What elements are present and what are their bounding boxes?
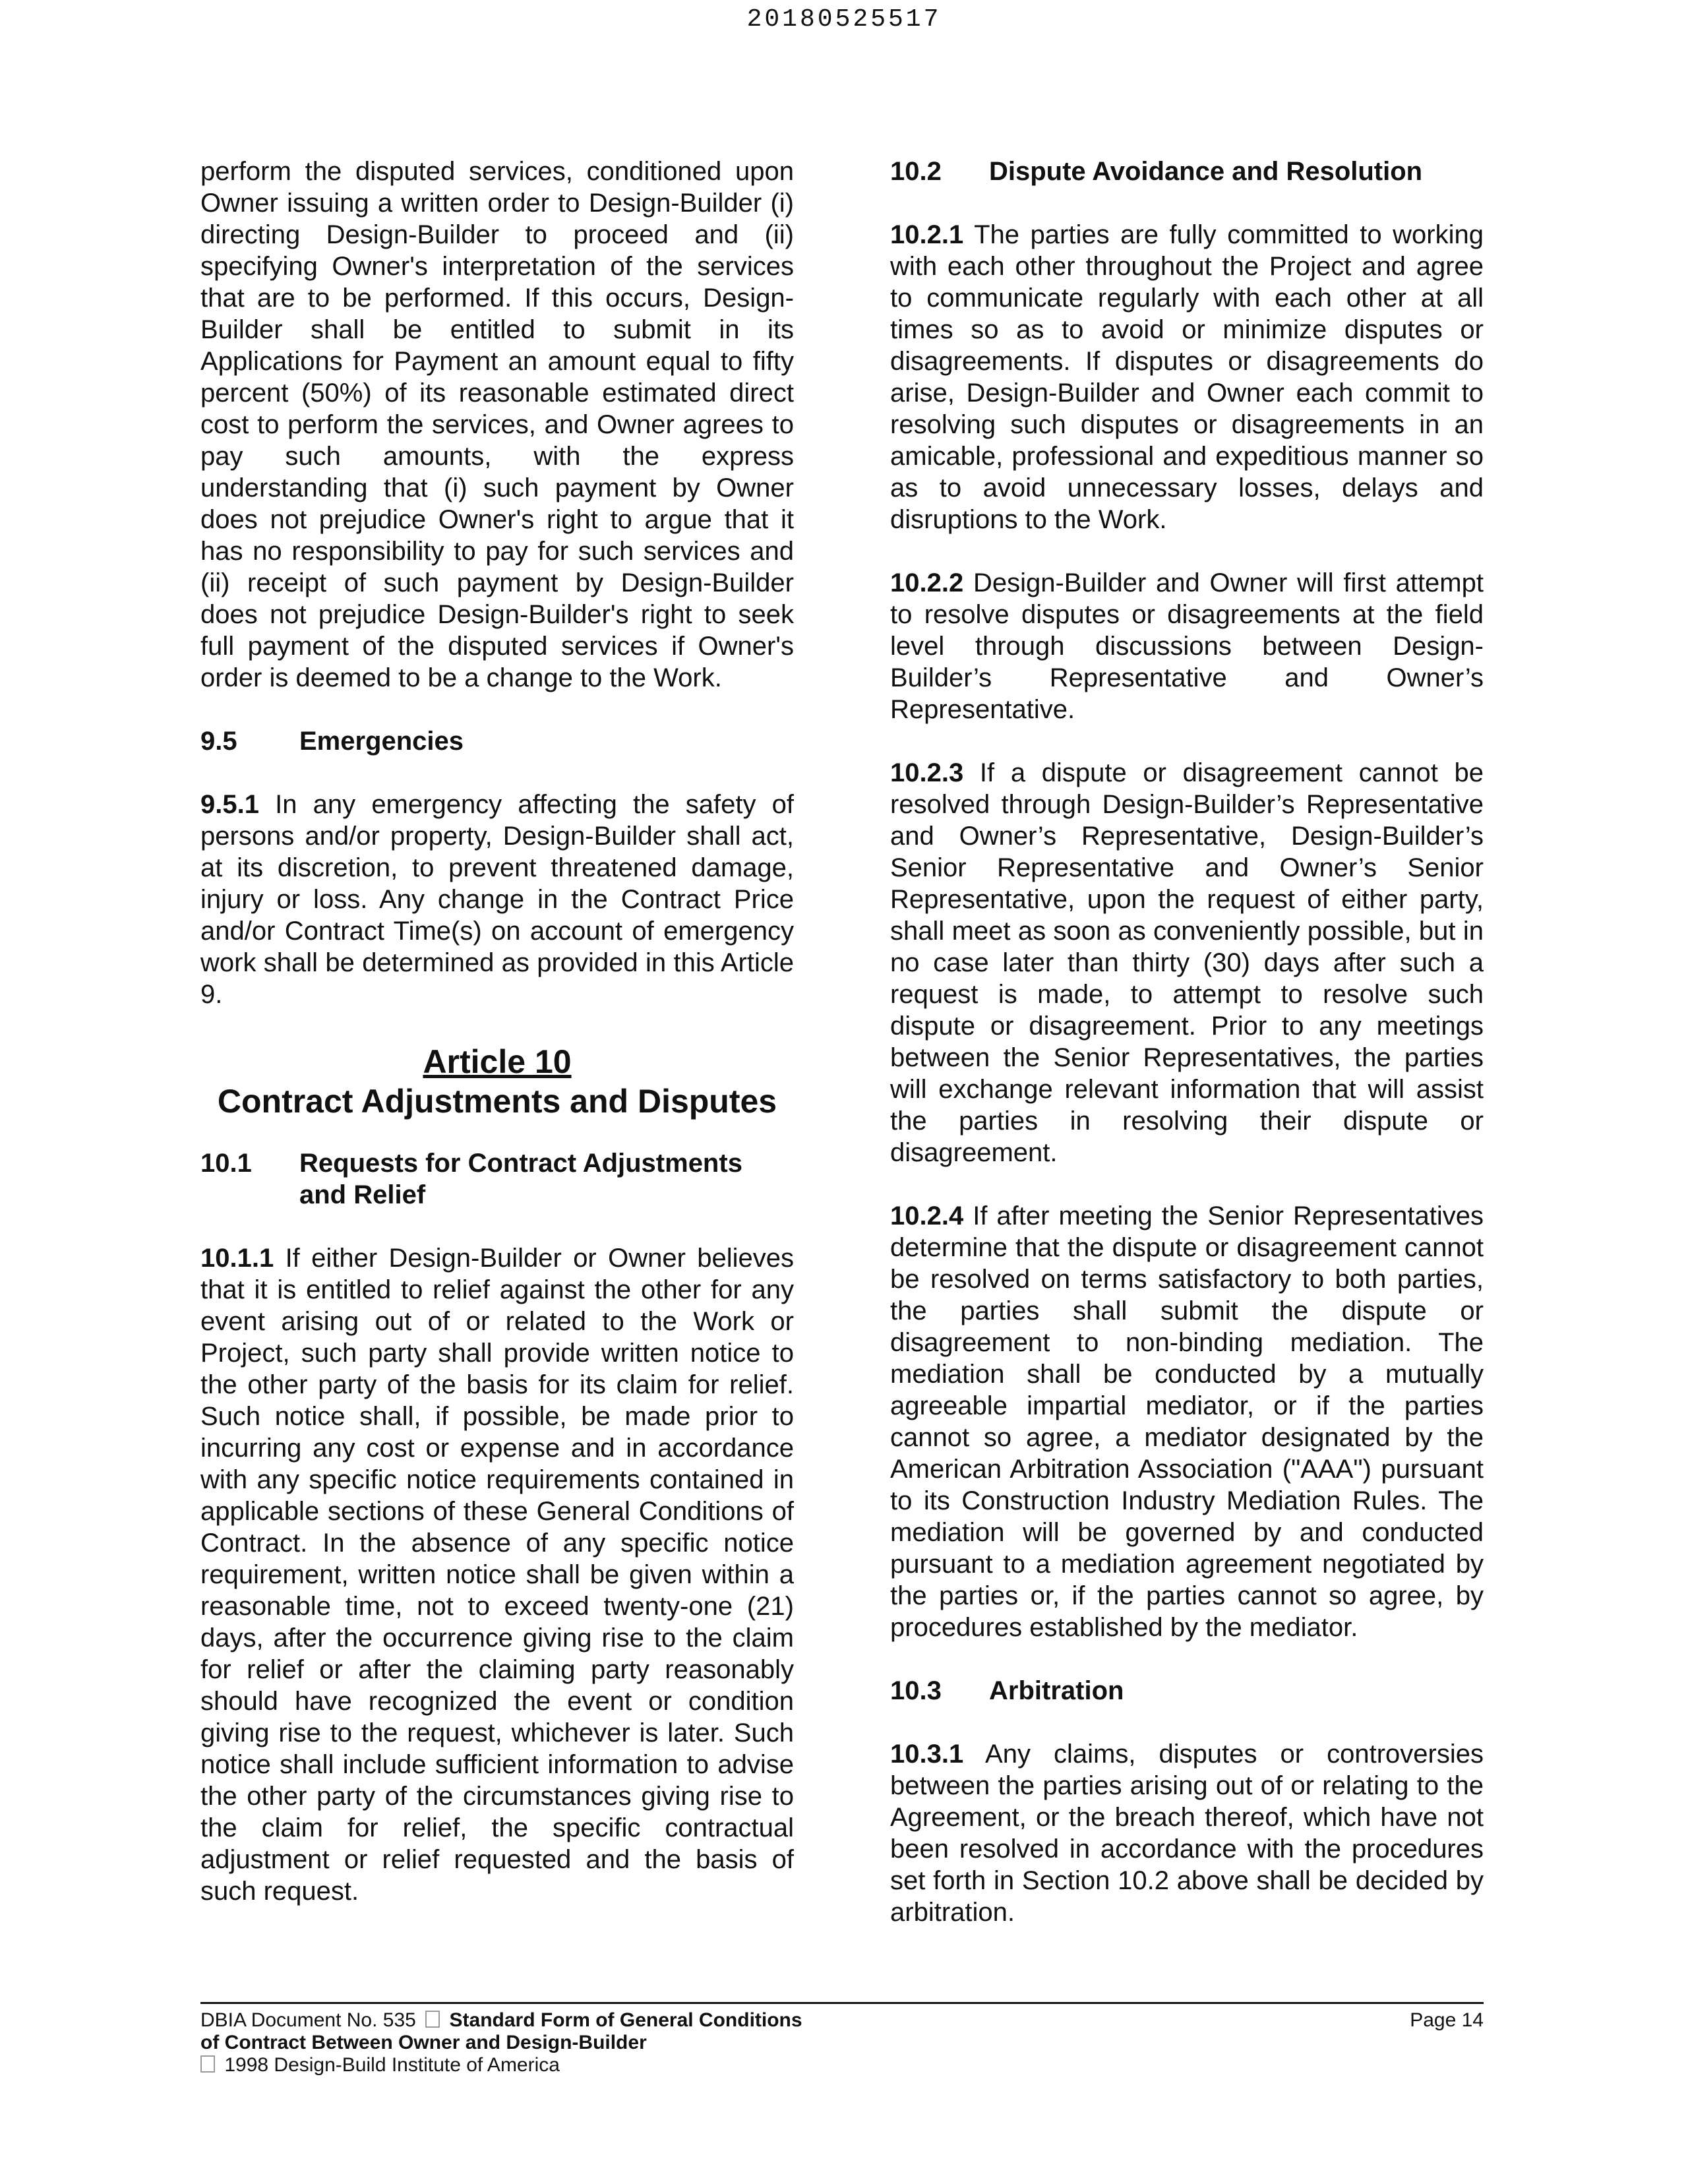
left-column: [200, 156, 794, 1939]
paragraph-number: 10.1.1: [200, 1244, 274, 1273]
footer-title-line-1: Standard Form of General Conditions: [449, 2009, 802, 2031]
section-title: Requests for Contract Adjustments and Relief: [299, 1149, 742, 1209]
paragraph-continued: perform the disputed services, conditioned upon Owner issuing a written order to Design-Builder (i) directing Design-Builder to proceed and (ii) specifying Owner's interpretation of the services that are to be performed. If this occurs, Design-Builder shall be entitled to submit in its Applications for Payment an amount equal to fifty percent (50%) of its reasonable estimated direct cost to perform the services, and Owner agrees to pay such amounts, with the express understanding that (i) such payment by Owner does not prejudice Owner's right to argue that it has no responsibility to pay for such services and (ii) receipt of such payment by Design-Builder does not prejudice Design-Builder's right to seek full payment of the disputed services if Owner's order is deemed to be a change to the Work.: [200, 157, 794, 692]
paragraph-9-5-1: [200, 789, 794, 1010]
paragraph-text: Design-Builder and Owner will first attempt to resolve disputes or disagreements at the field level through discussions between Design-Builder’s Representative and Owner’s Representative.: [890, 568, 1484, 724]
paragraph-10-3-1: [890, 1738, 1484, 1928]
page-number: Page 14: [1410, 2009, 1484, 2031]
paragraph-10-2-3: [890, 757, 1484, 1168]
section-heading-10-3: [890, 1675, 1484, 1707]
paragraph-10-2-1: [890, 219, 1484, 535]
paragraph-number: 10.3.1: [890, 1740, 964, 1769]
paragraph-10-2-4: [890, 1200, 1484, 1643]
section-title: Emergencies: [299, 727, 464, 756]
paragraph-number: 10.2.1: [890, 220, 964, 249]
paragraph-text: If either Design-Builder or Owner believes that it is entitled to relief against the other for any event arising out of or related to the Work or Project, such party shall provide written notice to the other party of the basis for its claim for relief. Such notice shall, if possible, be made prior to incurring any cost or expense and in accordance with any specific notice requirements contained in applicable sections of these General Conditions of Contract. In the absence of any specific notice requirement, written notice shall be given within a reasonable time, not to exceed twenty-one (21) days, after the occurrence giving rise to the claim for relief or after the claiming party reasonably should have recognized the event or condition giving rise to the request, whichever is later. Such notice shall include sufficient information to advise the other party of the circumstances giving rise to the claim for relief, the specific contractual adjustment or relief requested and the basis of such request.: [200, 1244, 794, 1906]
paragraph-text: In any emergency affecting the safety of persons and/or property, Design-Builder shall act, at its discretion, to prevent threatened damage, injury or loss. Any change in the Contract Price and/or Contract Time(s) on account of emergency work shall be determined as provided in this Article 9.: [200, 790, 794, 1009]
section-number: 10.2: [890, 157, 942, 186]
footer-line-3: [200, 2054, 1484, 2077]
footer-line-1: [200, 2009, 1484, 2032]
section-title: Dispute Avoidance and Resolution: [989, 157, 1423, 186]
section-heading-10-2: [890, 156, 1484, 187]
paragraph-10-1-1: [200, 1242, 794, 1907]
footer-title-line-2: of Contract Between Owner and Design-Builder: [200, 2032, 647, 2053]
paragraph-number: 10.2.4: [890, 1201, 964, 1230]
article-title: Contract Adjustments and Disputes: [217, 1083, 777, 1120]
paragraph-number: 10.2.2: [890, 568, 964, 597]
section-title: Arbitration: [989, 1676, 1124, 1705]
page-footer: [200, 2002, 1484, 2077]
right-column: [890, 156, 1484, 1960]
paragraph-number: 9.5.1: [200, 790, 259, 819]
copyright-icon: [200, 2055, 215, 2073]
section-number: 10.3: [890, 1676, 942, 1705]
section-number: 10.1: [200, 1149, 252, 1178]
section-heading-9-5: [200, 725, 794, 757]
section-heading-10-1: [200, 1147, 794, 1211]
footer-copyright: 1998 Design-Build Institute of America: [224, 2054, 560, 2076]
document-number: 20180525517: [746, 5, 942, 34]
footer-doc-label: DBIA Document No. 535: [200, 2009, 416, 2031]
section-symbol-icon: [425, 2011, 440, 2028]
article-heading: [200, 1042, 794, 1121]
article-number: Article 10: [423, 1043, 572, 1080]
paragraph-10-2-2: [890, 567, 1484, 725]
paragraph-text: If after meeting the Senior Representatives determine that the dispute or disagreement cannot be resolved on terms satisfactory to both parties, the parties shall submit the dispute or disagreement to non-binding mediation. The mediation shall be conducted by a mutually agreeable impartial mediator, or if the parties cannot so agree, a mediator designated by the American Arbitration Association ("AAA") pursuant to its Construction Industry Mediation Rules. The mediation will be governed by and conducted pursuant to a mediation agreement negotiated by the parties or, if the parties cannot so agree, by procedures established by the mediator.: [890, 1201, 1484, 1642]
paragraph-text: The parties are fully committed to working with each other throughout the Project and agree to communicate regularly with each other at all times so as to avoid or minimize disputes or disagreements. If disputes or disagreements do arise, Design-Builder and Owner each commit to resolving such disputes or disagreements in an amicable, professional and expeditious manner so as to avoid unnecessary losses, delays and disruptions to the Work.: [890, 220, 1484, 534]
section-number: 9.5: [200, 727, 237, 756]
paragraph-number: 10.2.3: [890, 758, 964, 787]
paragraph-text: If a dispute or disagreement cannot be resolved through Design-Builder’s Representative and Owner’s Representative, Design-Builder’s Senior Representative and Owner’s Senior Representative, upon the request of either party, shall meet as soon as conveniently possible, but in no case later than thirty (30) days after such a request is made, to attempt to resolve such dispute or disagreement. Prior to any meetings between the Senior Representatives, the parties will exchange relevant information that will assist the parties in resolving their dispute or disagreement.: [890, 758, 1484, 1167]
paragraph-text: Any claims, disputes or controversies between the parties arising out of or relating to the Agreement, or the breach thereof, which have not been resolved in accordance with the procedures set forth in Section 10.2 above shall be decided by arbitration.: [890, 1740, 1484, 1927]
